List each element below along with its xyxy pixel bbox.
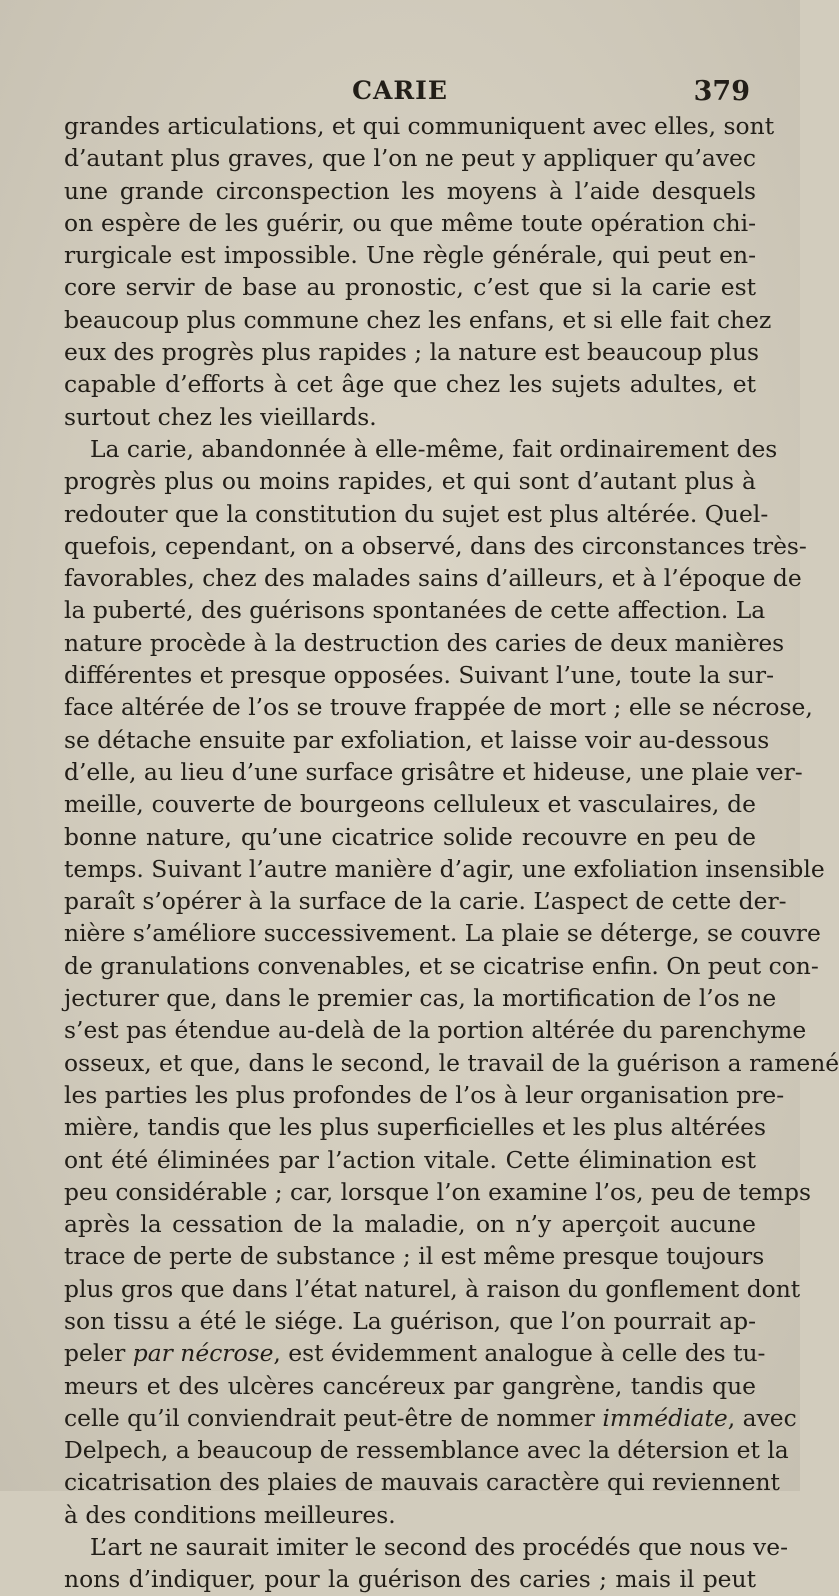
text-line: paraît s’opérer à la surface de la carie. L’aspect de cette der- — [64, 887, 787, 916]
text-line: peler par nécrose, est évidemment analogue à celle des tu- — [64, 1339, 766, 1368]
text-line: eux des progrès plus rapides ; la nature est beaucoup plus — [64, 338, 760, 367]
text-line: trace de perte de substance ; il est même presque toujours — [64, 1242, 765, 1271]
text-line: d’autant plus graves, que l’on ne peut y appliquer qu’avec — [64, 144, 756, 173]
text-line: temps. Suivant l’autre manière d’agir, une exfoliation insensible — [64, 854, 825, 883]
text-line: à des conditions meilleures. — [64, 1500, 396, 1529]
text-line: plus gros que dans l’état naturel, à raison du gonflement dont — [64, 1274, 801, 1303]
text-line: différentes et presque opposées. Suivant l’une, toute la sur- — [64, 661, 774, 690]
text-line: core servir de base au pronostic, c’est que si la carie est — [64, 273, 756, 302]
paragraph — [64, 110, 775, 433]
text-line: nière s’améliore successivement. La plaie se déterge, se couvre — [64, 919, 821, 948]
text-line: nature procède à la destruction des caries de deux manières — [64, 628, 785, 657]
page-header — [0, 76, 800, 112]
paragraph — [64, 1531, 788, 1596]
text-line: mière, tandis que les plus superficielles et les plus altérées — [64, 1113, 767, 1142]
text-line: de granulations convenables, et se cicatrise enfin. On peut con- — [64, 951, 819, 980]
text-line: les parties les plus profondes de l’os à leur organisation pre- — [64, 1080, 785, 1109]
text-line: meurs et des ulcères cancéreux par gangrène, tandis que — [64, 1371, 756, 1400]
paragraph — [64, 433, 839, 1531]
text-line: progrès plus ou moins rapides, et qui sont d’autant plus à — [64, 467, 756, 496]
text-line: capable d’efforts à cet âge que chez les sujets adultes, et — [64, 370, 756, 399]
text-line: osseux, et que, dans le second, le travail de la guérison a ramené — [64, 1048, 839, 1077]
text-line: cicatrisation des plaies de mauvais caractère qui reviennent — [64, 1468, 780, 1497]
text-line: L’art ne saurait imiter le second des procédés que nous ve- — [90, 1533, 788, 1562]
text-line: bonne nature, qu’une cicatrice solide recouvre en peu de — [64, 822, 756, 851]
text-line: se détache ensuite par exfoliation, et laisse voir au-dessous — [64, 725, 770, 754]
text-line: peu considérable ; car, lorsque l’on examine l’os, peu de temps — [64, 1177, 811, 1206]
text-line: meille, couverte de bourgeons celluleux et vasculaires, de — [64, 790, 756, 819]
body-text — [64, 110, 839, 1596]
text-line: quefois, cependant, on a observé, dans des circonstances très- — [64, 531, 807, 560]
text-line: redouter que la constitution du sujet est plus altérée. Quel- — [64, 499, 769, 528]
text-line: son tissu a été le siége. La guérison, que l’on pourrait ap- — [64, 1306, 756, 1335]
running-title: CARIE — [352, 76, 448, 105]
text-line: rurgicale est impossible. Une règle générale, qui peut en- — [64, 241, 756, 270]
text-line: surtout chez les vieillards. — [64, 402, 377, 431]
text-line: la puberté, des guérisons spontanées de cette affection. La — [64, 596, 766, 625]
page-number: 379 — [693, 76, 750, 107]
text-line: d’elle, au lieu d’une surface grisâtre et hideuse, une plaie ver- — [64, 757, 803, 786]
text-line: après la cessation de la maladie, on n’y aperçoit aucune — [64, 1210, 756, 1239]
text-line: favorables, chez des malades sains d’ailleurs, et à l’époque de — [64, 564, 802, 593]
text-line: ont été éliminées par l’action vitale. Cette élimination est — [64, 1145, 756, 1174]
text-line: jecturer que, dans le premier cas, la mortification de l’os ne — [64, 984, 777, 1013]
text-line: beaucoup plus commune chez les enfans, et si elle fait chez — [64, 305, 772, 334]
text-line: nons d’indiquer, pour la guérison des caries ; mais il peut — [64, 1565, 756, 1594]
text-line: on espère de les guérir, ou que même toute opération chi- — [64, 208, 756, 237]
text-line: La carie, abandonnée à elle-même, fait ordinairement des — [90, 434, 778, 463]
text-line: s’est pas étendue au-delà de la portion altérée du parenchyme — [64, 1016, 807, 1045]
text-line: Delpech, a beaucoup de ressemblance avec la détersion et la — [64, 1436, 789, 1465]
text-line: grandes articulations, et qui communiquent avec elles, sont — [64, 112, 775, 140]
text-line: celle qu’il conviendrait peut-être de nommer immédiate, avec — [64, 1403, 797, 1432]
text-line: face altérée de l’os se trouve frappée de mort ; elle se nécrose, — [64, 693, 813, 722]
text-line: une grande circonspection les moyens à l’aide desquels — [64, 176, 756, 205]
